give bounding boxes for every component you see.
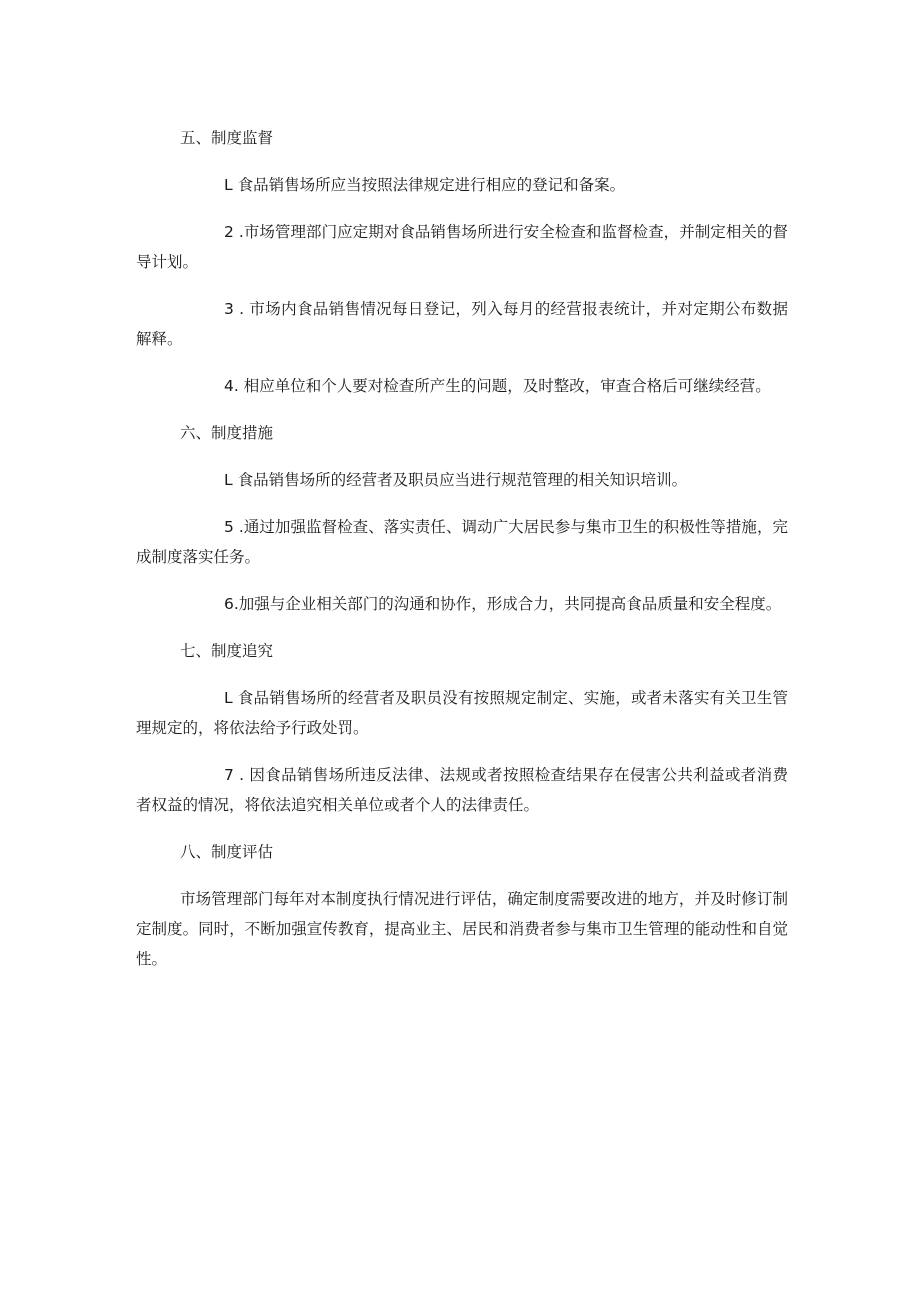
paragraph-item (136, 294, 788, 354)
section-heading-accountability: 七、制度追究 (180, 642, 274, 660)
paragraph-item (136, 465, 788, 495)
section-heading-supervision: 五、制度监督 (180, 129, 274, 147)
item-text: 市场管理部门每年对本制度执行情况进行评估，确定制度需要改进的地方，并及时修订制定制度。同时，不断加强宣传教育，提高业主、居民和消费者参与集市卫生管理的能动性和自觉性。 (136, 890, 788, 968)
item-number: 4 (224, 377, 234, 395)
paragraph-item (136, 170, 788, 200)
paragraph-item (136, 512, 788, 572)
item-text: .通过加强监督检查、落实责任、调动广大居民参与集市卫生的积极性等措施，完成制度落实任务。 (136, 518, 788, 566)
section-heading-measures: 六、制度措施 (180, 424, 274, 442)
paragraph-item (136, 217, 788, 277)
item-number: L (224, 176, 233, 194)
paragraph-item (136, 371, 788, 401)
item-text: . 市场内食品销售情况每日登记，列入每月的经营报表统计，并对定期公布数据解释。 (136, 300, 788, 348)
paragraph-item (136, 760, 788, 820)
item-text: . 相应单位和个人要对检查所产生的问题，及时整改，审查合格后可继续经营。 (233, 377, 771, 395)
item-text: .市场管理部门应定期对食品销售场所进行安全检查和监督检查，并制定相关的督导计划。 (136, 223, 788, 271)
document-body (136, 123, 788, 991)
item-text: 食品销售场所的经营者及职员没有按照规定制定、实施，或者未落实有关卫生管理规定的，将依法给予行政处罚。 (136, 689, 788, 737)
item-text: . 因食品销售场所违反法律、法规或者按照检查结果存在侵害公共利益或者消费者权益的情况，将依法追究相关单位或者个人的法律责任。 (136, 766, 788, 814)
item-number: 2 (224, 223, 234, 241)
item-text: 食品销售场所应当按照法律规定进行相应的登记和备案。 (237, 176, 626, 194)
item-number: 5 (224, 518, 234, 536)
paragraph-item (136, 884, 788, 974)
item-number: L (224, 471, 233, 489)
item-number: 7 (224, 766, 234, 784)
item-number: L (224, 689, 233, 707)
paragraph-item (136, 589, 788, 619)
item-number: 3 (224, 300, 234, 318)
section-heading-evaluation: 八、制度评估 (180, 843, 274, 861)
item-text: 食品销售场所的经营者及职员应当进行规范管理的相关知识培训。 (237, 471, 688, 489)
item-text: .加强与企业相关部门的沟通和协作，形成合力，共同提高食品质量和安全程度。 (233, 595, 782, 613)
paragraph-item (136, 683, 788, 743)
item-number: 6 (224, 595, 234, 613)
